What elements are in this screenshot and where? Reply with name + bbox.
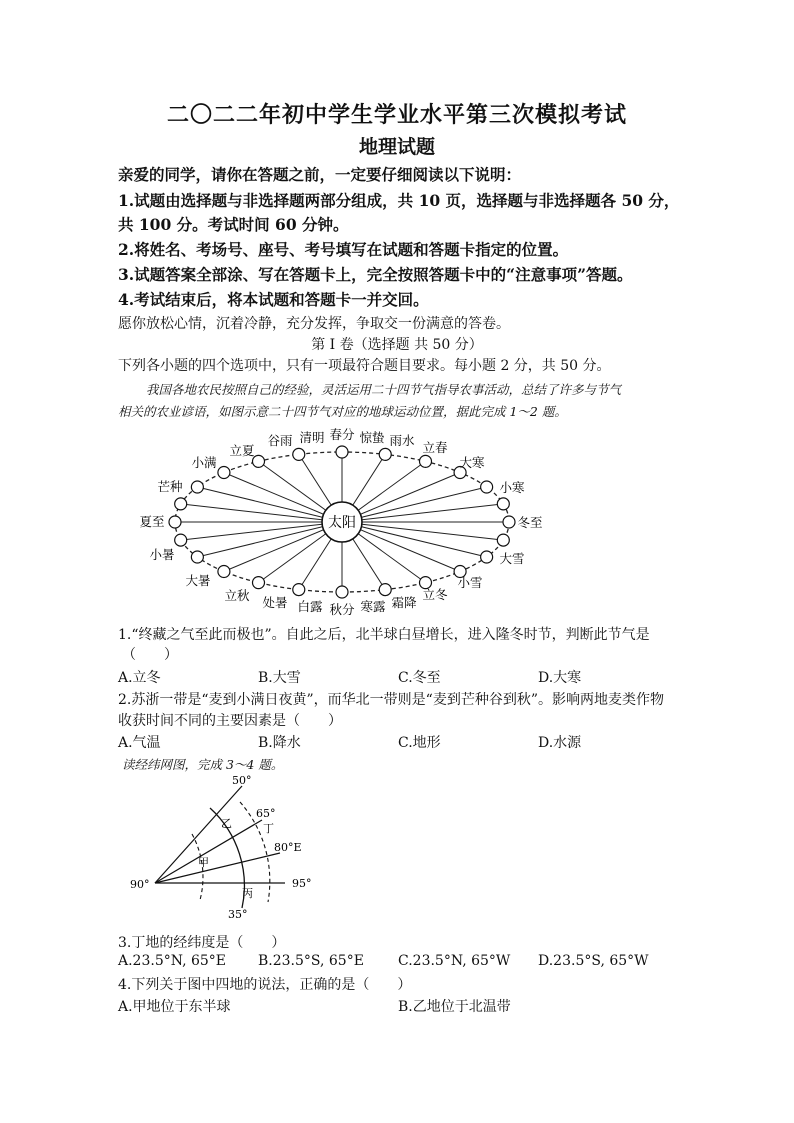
meridian-80e (155, 853, 280, 883)
term-lidong: 立冬 (422, 587, 448, 602)
instruction-2: 2.将姓名、考场号、座号、考号填写在试题和答题卡指定的位置。 (118, 240, 569, 259)
q3-option-b: B.23.5°S, 65°E (258, 953, 364, 969)
q2-option-c: C.地形 (398, 735, 441, 751)
intro2: 读经纬网图，完成 3～4 题。 (122, 757, 284, 772)
label-90: 90° (130, 878, 150, 891)
q2-option-a: A.气温 (118, 735, 161, 751)
term-lixia: 立夏 (229, 443, 255, 458)
instruction-1a: 1.试题由选择题与非选择题两部分组成，共 10 页，选择题与非选择题各 50 分， (118, 191, 680, 210)
term-dongzhi: 冬至 (517, 515, 543, 530)
term-guyu: 谷雨 (267, 433, 293, 448)
term-xiaoxue: 小雪 (457, 575, 483, 590)
q3-stem: 3.丁地的经纬度是（ ） (118, 935, 286, 951)
earth-position-circle (379, 448, 391, 460)
q1-stem: 1.“终藏之气至此而极也”。自此之后，北半球白昼增长，进入隆冬时节，判断此节气是 (118, 627, 650, 643)
term-shuangjiang: 霜降 (391, 595, 417, 610)
label-65: 65° (256, 807, 276, 820)
earth-position-circle (336, 446, 348, 458)
instruction-wish: 愿你放松心情，沉着冷静，充分发挥，争取交一份满意的答卷。 (118, 316, 510, 332)
term-xiazhi: 夏至 (139, 514, 165, 529)
earth-position-circle (420, 455, 432, 467)
q2-stem-2: 收获时间不同的主要因素是（ ） (118, 713, 342, 729)
term-daxue: 大雪 (499, 551, 525, 566)
orbit-spoke (342, 522, 487, 557)
earth-position-circle (191, 481, 203, 493)
term-liqiu: 立秋 (224, 588, 250, 603)
instructions-greeting: 亲爱的同学，请你在答题之前，一定要仔细阅读以下说明： (118, 165, 522, 184)
orbit-spoke (342, 522, 503, 540)
label-95: 95° (292, 877, 312, 890)
label-bing: 丙 (242, 887, 253, 900)
orbit-spoke (197, 487, 342, 522)
exam-subtitle: 地理试题 (358, 136, 435, 158)
earth-position-circle (169, 516, 181, 528)
q3-option-a: A.23.5°N, 65°E (118, 953, 227, 969)
earth-position-circle (218, 565, 230, 577)
earth-position-circle (175, 498, 187, 510)
earth-position-circle (497, 498, 509, 510)
term-dahan: 大寒 (459, 455, 485, 470)
solar-terms-diagram (130, 425, 550, 620)
earth-position-circle (253, 577, 265, 589)
earth-position-circle (336, 586, 348, 598)
q4-stem: 4.下列关于图中四地的说法，正确的是（ ） (118, 977, 412, 993)
orbit-spoke (181, 522, 342, 540)
earth-position-circle (379, 584, 391, 596)
instruction-4: 4.考试结束后，将本试题和答题卡一并交回。 (118, 290, 429, 309)
q1-option-a: A.立冬 (118, 670, 161, 686)
section-desc: 下列各小题的四个选项中，只有一项最符合题目要求。每小题 2 分，共 50 分。 (118, 358, 611, 374)
exam-title: 二〇二二年初中学生学业水平第三次模拟考试 (166, 102, 627, 128)
term-qingming: 清明 (299, 430, 325, 445)
label-35: 35° (228, 908, 248, 921)
term-yushui: 雨水 (389, 433, 415, 448)
term-lichun: 立春 (422, 440, 448, 455)
intro1-line1: 我国各地农民按照自己的经验，灵活运用二十四节气指导农事活动，总结了许多与节气 (146, 382, 622, 397)
term-bailu: 白露 (297, 599, 323, 614)
section-title: 第 I 卷（选择题 共 50 分） (311, 337, 483, 353)
q1-bracket: （ ） (122, 647, 178, 663)
term-qiufen: 秋分 (329, 602, 355, 617)
term-mangzhong: 芒种 (157, 479, 183, 494)
q2-option-b: B.降水 (258, 735, 301, 751)
intro1-line2: 相关的农业谚语，如图示意二十四节气对应的地球运动位置，据此完成 1～2 题。 (118, 404, 567, 419)
orbit-spoke (342, 487, 487, 522)
label-80e: 80°E (274, 841, 302, 854)
term-dashu: 大暑 (185, 573, 211, 588)
earth-position-circle (293, 584, 305, 596)
q3-option-d: D.23.5°S, 65°W (538, 953, 649, 969)
term-chunfen: 春分 (329, 427, 355, 442)
earth-position-circle (497, 534, 509, 546)
term-hanlu: 寒露 (360, 599, 386, 614)
sun-label: 太阳 (328, 515, 356, 531)
earth-position-circle (175, 534, 187, 546)
meridian-65 (155, 820, 262, 883)
q1-option-b: B.大雪 (258, 670, 301, 686)
term-chushu: 处暑 (262, 595, 288, 610)
lat-long-grid-diagram (120, 772, 330, 922)
label-jia: 甲 (198, 856, 209, 869)
earth-position-circle (191, 551, 203, 563)
q2-option-d: D.水源 (538, 735, 582, 751)
orbit-spoke (181, 504, 342, 522)
earth-position-circle (481, 551, 493, 563)
instruction-3: 3.试题答案全部涂、写在答题卡上，完全按照答题卡中的“注意事项”答题。 (118, 265, 633, 284)
orbit-spoke (342, 504, 503, 522)
q4-option-b: B.乙地位于北温带 (398, 999, 511, 1015)
term-xiaoshu: 小暑 (149, 547, 175, 562)
earth-position-circle (481, 481, 493, 493)
instruction-1b: 共 100 分。考试时间 60 分钟。 (118, 215, 349, 234)
q1-option-c: C.冬至 (398, 670, 441, 686)
term-xiaoman: 小满 (191, 455, 217, 470)
q4-option-a: A.甲地位于东半球 (118, 999, 231, 1015)
label-ding: 丁 (263, 822, 274, 835)
earth-position-circle (218, 467, 230, 479)
q2-stem: 2.苏浙一带是“麦到小满日夜黄”，而华北一带则是“麦到芒种谷到秋”。影响两地麦类作物 (118, 692, 664, 708)
earth-position-circle (293, 448, 305, 460)
q3-option-c: C.23.5°N, 65°W (398, 953, 511, 969)
earth-position-circle (503, 516, 515, 528)
term-xiaohan: 小寒 (499, 480, 525, 495)
label-50: 50° (232, 774, 252, 787)
orbit-spoke (197, 522, 342, 557)
term-jingzhe: 惊蛰 (359, 430, 385, 445)
label-yi: 乙 (221, 817, 232, 830)
q1-option-d: D.大寒 (538, 670, 582, 686)
